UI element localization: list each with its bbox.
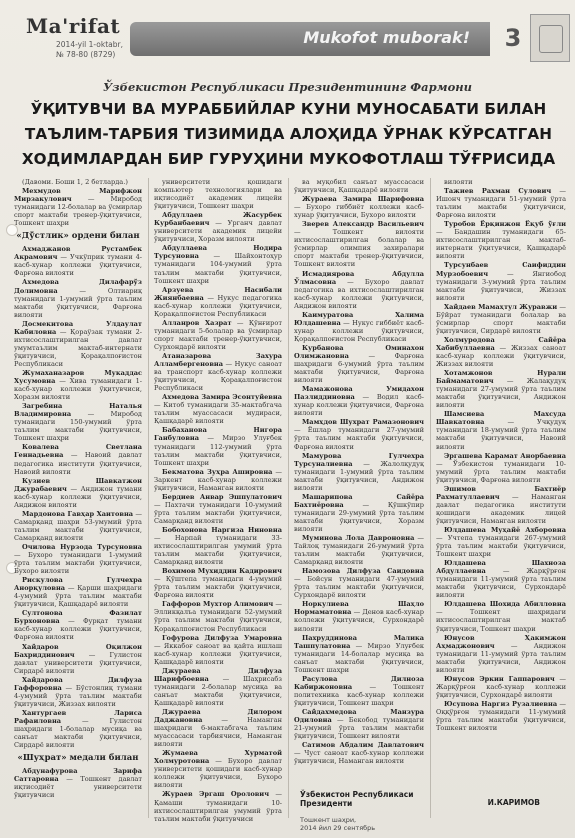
award-entry: Сатимов Абдалим Давлатович — Чуст саноат касб-хунар коллежи ўқитувчиси, Наманган вилояти bbox=[294, 741, 424, 766]
award-entry: Досмекитова Улдаулат Кабиловна — Қораўзак тумани 2-ихтисослаштирилган давлат умумтаълим мактаб-интернати ўқитувчиси, Қорақалпоғистон Республикаси bbox=[14, 319, 142, 368]
award-entry: Норкулиева Шаҳло Нормаматовна — Денов касб-хунар коллежи ўқитувчиси, Сурхондарё вилояти bbox=[294, 600, 424, 633]
recipient-name: Мехмудов Марифжон Мирзакулович bbox=[14, 187, 142, 204]
column-divider bbox=[148, 178, 149, 818]
recipient-name: Досмекитова Улдаулат Кабиловна bbox=[14, 319, 142, 336]
recipient-name: Бобохонова Наргиза Ниновна bbox=[162, 525, 282, 534]
award-entry: Гофурова Дилфуза Умаровна — Яккабоғ саноат ва қайта ишлаш касб-хунар коллежи ўқитувчиси, Қашқадарё вилояти bbox=[154, 633, 282, 666]
recipient-name: Жумаханазаров Мукаддас Хусумовна bbox=[14, 368, 142, 386]
award-entry: Бобохонова Наргиза Ниновна — Нарпай туманидаги 33-ихтисослаштирилган умумий ўрта таълим мактаби ўқитувчиси, Самарқанд вилояти bbox=[154, 525, 282, 567]
recipient-name: Мардонова Гавҳар Хаитовна bbox=[22, 509, 134, 518]
recipient-name: Атаназарова Захура Алламбергеновна bbox=[154, 351, 282, 369]
recipient-name: Турсунбаев Саифиддин Мурзобоевич bbox=[436, 261, 566, 278]
signature-place-date bbox=[300, 816, 375, 832]
recipient-name: Кузиев Шавкатжон Джурабаевич bbox=[14, 476, 142, 493]
column-divider bbox=[430, 178, 431, 818]
recipient-name: Ковалева Светлана Геннадьевна bbox=[14, 443, 142, 460]
award-entry: Мамажонова Умидахон Пазлиддиновна — Водил касб-хунар коллежи ўқитувчиси, Фарғона вилояти bbox=[294, 385, 424, 418]
award-section-heading: «Дўстлик» ордени билан bbox=[16, 231, 140, 242]
recipient-name: Мамажонова Умидахон Пазлиддиновна bbox=[294, 385, 424, 402]
award-entry: вилояти bbox=[444, 178, 473, 186]
recipient-name: Абдуллаев Жасурбек Курбанбаевич bbox=[154, 211, 282, 228]
award-entry: Холмуродова Сайёра Хабибуллаевна — Жиззах саноат касб-хунар коллежи ўқитувчиси, Жиззах вилояти bbox=[436, 335, 566, 369]
award-entry: Атаназарова Захура Алламбергеновна — Нукус саноат ва транспорт касб-хунар коллежи ўқитувчиси, Қорақалпоғистон Республикаси bbox=[154, 351, 282, 393]
award-entry: Мардонова Гавҳар Хаитовна — Самарқанд шаҳри 53-умумий ўрта таълим мактаби ўқитувчиси, Самарқанд вилояти bbox=[14, 509, 142, 542]
newspaper-logo bbox=[18, 10, 128, 66]
recipient-name: Эшимов Бахтиёр Рахматуллаевич bbox=[436, 484, 566, 501]
recipient-name: Юлдашева Муҳайё Ахборовна bbox=[444, 525, 566, 534]
award-entry: Жумаева Хурматой Холмуротовна — Бухоро давлат университети қошидаги касб-хунар коллежи ўқитувчиси, Бухоро вилояти bbox=[154, 749, 282, 790]
recipient-name: Очилова Нурзода Турсуновна bbox=[22, 542, 142, 551]
award-entry: Абдуллаев Жасурбек Курбанбаевич — Урганч давлат университети академик лицейи ўқитувчиси, Хоразм вилояти bbox=[154, 211, 282, 244]
award-entry: Арзуева Насибали Жиянбаевна — Нукус педагогика касб-хунар коллежи ўқитувчиси, Қорақалпоғистон Республикаси bbox=[154, 285, 282, 318]
banner-text: Mukofot muborak! bbox=[303, 28, 470, 47]
section-banner bbox=[130, 22, 490, 56]
award-entry: Жураев Эргаш Оролович — Қамаши туманидаги 10-ихтисослаштирилган умумий ўрта таълим мактаби ўқитувчиси bbox=[154, 790, 282, 823]
signatory-name: И.КАРИМОВ bbox=[487, 798, 540, 807]
recipient-name: Хантургаев Лариса Рафаиловна bbox=[14, 708, 142, 725]
issue-date: 2014-yil 1-oktabr, bbox=[56, 40, 123, 49]
award-entry: Пахруддинова Малика Ташпулатовна — Мирзо Улуғбек туманидаги 14-болалар мусиқа ва санъат мактаби ўқитувчиси, Тошкент шаҳри bbox=[294, 633, 424, 674]
award-entry: Джураева Дилфуза Шарифбоевна — Шаҳрисабз туманидаги 2-болалар мусиқа ва санъат мактаби ўқитувчиси, Қашқадарё вилояти bbox=[154, 666, 282, 707]
award-entry: Очилова Нурзода Турсуновна — Бухоро туманидаги 1-умумий ўрта таълим мактаби ўқитувчиси, Бухоро вилояти bbox=[14, 542, 142, 576]
recipient-name: Жураев Эргаш Оролович bbox=[162, 790, 270, 799]
recipient-name: Туробов Ёрқинжон Ёқуб ўғли bbox=[444, 220, 566, 229]
award-entry: Кузиев Шавкатжон Джурабаевич — Андижон тумани касб-хунар коллежи ўқитувчиси, Андижон вилояти bbox=[14, 476, 142, 509]
recipient-name: Юлдашева Шохида Абилловна bbox=[444, 600, 566, 609]
award-entry: Ахмаджанов Рустамбек Акрамович — Учкўприк тумани 4-касб-хунар коллежи ўқитувчиси, Фарғона вилояти bbox=[14, 245, 142, 278]
recipient-name: Тажиев Рахман Сулович bbox=[444, 187, 552, 196]
recipient-name: Алланров Хазрат bbox=[162, 318, 232, 327]
text-column-2 bbox=[154, 178, 282, 834]
recipient-name: Зверев Александр Васильевич bbox=[302, 220, 424, 229]
award-entry: Тажиев Рахман Сулович — Ишонч туманидаги 51-умумий ўрта таълим мактаби ўқитувчиси, Фарғона вилояти bbox=[436, 187, 566, 220]
award-entry: Хайдарова Дилфуза Гаффоровна — Бўстонлиқ тумани 4-умумий ўрта таълим мактаби ўқитувчиси, Жиззах вилояти bbox=[14, 675, 142, 708]
recipient-name: Намозова Дилфуза Саидовна bbox=[302, 567, 424, 576]
recipient-name: Хайдаров Оқилжон Бахриддинович bbox=[14, 642, 142, 659]
signature-place: Тошкент шаҳри, bbox=[300, 816, 357, 824]
award-entry: Вохимов Мухиддин Кадирович — Қўштепа туманидаги 4-умумий ўрта таълим мактаби ўқитувчиси, Фарғона вилояти bbox=[154, 567, 282, 600]
recipient-name: Гаффоров Мухтор Алимович bbox=[162, 600, 274, 609]
recipient-name: Жумаева Хурматой Холмуротовна bbox=[154, 749, 282, 766]
award-entry: ва муқобил санъат муассасаси ўқитувчиси, Қашқадарё вилояти bbox=[294, 178, 424, 195]
recipient-name: Машарипова Сайёра Бахтиёровна bbox=[294, 492, 424, 509]
award-entry: Ахмедова Замира Эсонтуйевна — Китоб туманидаги 35-мактабгача таълим муассасаси мудираси, Қашқадарё вилояти bbox=[154, 393, 282, 426]
recipient-name: Арзуева Насибали Жиянбаевна bbox=[154, 285, 282, 302]
recipient-name: Юлдашева Шахноза Абдуллаевна bbox=[436, 559, 566, 576]
recipient-name: Бабаханова Нигора Ганбуловна bbox=[154, 426, 282, 443]
award-entry: Жураева Замира Шарифовна — Бухоро гиббиёт коллежи касб-хунар ўқитувчиси, Бухоро вилояти bbox=[294, 195, 424, 220]
award-entry: Шамсиева Махсуда Шавкатовна — Учқудуқ туманидаги 18-умумий ўрта таълим мактаби ўқитувчиси, Навоий вилояти bbox=[436, 410, 566, 451]
recipient-name: Бекматова Зуҳра Ашировна bbox=[162, 467, 273, 476]
award-entry: Хантургаев Лариса Рафаиловна — Гулистон шаҳридаги 1-болалар мусиқа ва санъат мактаби ўқитувчиси, Сирдарё вилояти bbox=[14, 708, 142, 750]
recipient-name: Джураева Дилфуза Шарифбоевна bbox=[154, 666, 282, 683]
signature-block bbox=[300, 790, 550, 830]
award-entry: Загребина Наталья Владимировна — Миробод туманидаги 150-умумий ўрта таълим мактаби ўқитувчиси, Тошкент шаҳри bbox=[14, 402, 142, 443]
text-column-1 bbox=[14, 178, 142, 834]
decree-title: ЎҚИТУВЧИ ВА МУРАББИЙЛАР КУНИ МУНОСАБАТИ БИЛАН ТАЪЛИМ-ТАРБИЯ ТИЗИМИДА АЛОҲИДА ЎРНАК КЎРСАТГАН ХОДИМЛАРДАН БИР ГУРУҲИНИ МУКОФОТЛАШ ТЎҒРИСИДА bbox=[21, 100, 556, 168]
text-column-4 bbox=[436, 178, 566, 834]
award-entry: Хайдаров Оқилжон Бахриддинович — Гулистон давлат университети ўқитувчиси, Сирдарё вилояти bbox=[14, 642, 142, 675]
recipient-name: Мамҳдов Шухрат Рамазонович bbox=[302, 418, 424, 427]
award-entry: Эргашева Карамат Анорбаевна — Ўзбекистон туманидаги 10-умумий ўрта таълим мактаби ўқитувчиси, Фарғона вилояти bbox=[436, 451, 566, 484]
award-entry: Султонова Фазилат Бурхоновна — Фурқат тумани касб-хунар коллежи ўқитувчиси, Фарғона вилояти bbox=[14, 609, 142, 642]
recipient-name: Муминова Лола Давроновна bbox=[302, 534, 415, 543]
award-entry: Юсупова Наргиз Рузалиевна — Оққўрғон туманидаги 11-умумий ўрта таълим мактаби ўқитувчиси, Тошкент вилояти bbox=[436, 699, 566, 733]
column-divider bbox=[288, 178, 289, 818]
recipient-name: Эргашева Карамат Анорбаевна bbox=[444, 451, 566, 460]
recipient-name: Юнусов Ҳакимжон Аҳмаджонович bbox=[436, 633, 566, 650]
recipient-name: Джураева Дилором Даджановна bbox=[154, 708, 282, 725]
award-section-heading: «Шуҳрат» медали билан bbox=[17, 753, 139, 764]
award-entry: Каимуратова Халима Юлдашевна — Нукус гиббиёт касб-хунар коллежи ўқитувчиси, Қорақалпоғистон Республикаси bbox=[294, 310, 424, 343]
recipient-name: Хайдарова Дилфуза Гаффоровна bbox=[14, 675, 142, 692]
signature-date: 2014 йил 29 сентябрь bbox=[300, 824, 376, 832]
recipient-name: Султонова Фазилат Бурхоновна bbox=[14, 609, 142, 626]
text-column-3 bbox=[294, 178, 424, 834]
award-entry: Юлдашева Шохида Абилловна — Тошкент шаҳридаги ихтисослаштирилган мактаб ўқитувчиси, Тошкент шаҳри bbox=[436, 600, 566, 633]
award-entry: Курбанова Оминахон Олимжановна — Фарғона шаҳридаги 6-умумий ўрта таълим мактаби ўқитувчиси, Фарғона вилояти bbox=[294, 343, 424, 385]
signatory-title: Ўзбекистон Республикаси Президенти bbox=[300, 790, 414, 808]
award-entry: Юнусов Эркин Гаппарович — Жарқўрғон касб-хунар коллежи ўқитувчиси, Сурхондарё вилояти bbox=[436, 674, 566, 699]
recipient-name: Жураева Замира Шарифовна bbox=[302, 195, 424, 204]
award-entry: Юнусов Ҳакимжон Аҳмаджонович — Андижон туманидаги 11-умумий ўрта таълим мактаби ўқитувчиси, Андижон вилояти bbox=[436, 633, 566, 674]
award-entry: Рискулова Гулчехра Анорқуловна — Қарши шаҳридаги 4-умумий ўрта таълим мактаби ўқитувчиси, Қашқадарё вилояти bbox=[14, 576, 142, 609]
recipient-name: Абдунафурова Зарифа Саттаровна bbox=[14, 767, 142, 784]
award-entry: Гаффоров Мухтор Алимович — Элликқалъа туманидаги 52-умумий ўрта таълим мактаби ўқитувчиси, Қорақалпоғистон Республикаси bbox=[154, 600, 282, 633]
recipient-name: Юсупова Наргиз Рузалиевна bbox=[444, 699, 558, 708]
issue-number: № 78-80 (8729) bbox=[56, 50, 116, 59]
award-entry: Машарипова Сайёра Бахтиёровна — Қўшкўпир туманидаги 29-умумий ўрта таълим мактаби ўқитувчиси, Хоразм вилояти bbox=[294, 492, 424, 533]
award-entry: Зверев Александр Васильевич — Тошкент вилояти ихтисослаштирилган болалар ва ўсмирлар олимпия захиралари спорт мактаби тренер-ўқитувчиси, Тошкент вилояти bbox=[294, 220, 424, 269]
recipient-name: Ахмаджанов Рустамбек Акрамович bbox=[14, 245, 142, 262]
recipient-name: Пахруддинова Малика Ташпулатовна bbox=[294, 633, 424, 650]
award-entry: Сайдахмедова Манзура Одиловна — Бекобод туманидаги 21-умумий ўрта таълим мактаби ўқитувчиси, Тошкент вилояти bbox=[294, 708, 424, 741]
recipient-name: Шамсиева Махсуда Шавкатовна bbox=[436, 410, 566, 427]
recipient-name: Норкулиева Шаҳло Нормаматовна bbox=[294, 600, 424, 617]
award-entry: Ахмедова Дилафарўз Долимовна — Олтиариқ туманидаги 1-умумий ўрта таълим мактаби ўқитувчиси, Фарғона вилояти bbox=[14, 278, 142, 319]
award-entry: Расулова Дилноза Кабиржоновна — Тошкент политехника касб-хунар коллежи ўқитувчиси, Тошкент шаҳри bbox=[294, 674, 424, 707]
award-entry: Мамурова Гулчехра Турсуналиевна — Жалолқудуқ туманидаги 1-умумий ўрта таълим мактаби ўқитувчиси, Андижон вилояти bbox=[294, 451, 424, 492]
recipient-name: Абдуллаева Нодира Турсуновна bbox=[154, 244, 282, 261]
award-entry: Юлдашева Шахноза Абдуллаевна — Жарқўрғон туманидаги 11-умумий ўрта таълим мактаби ўқитувчиси, Сурхондарё вилояти bbox=[436, 559, 566, 600]
award-entry: Муминова Лола Давроновна — Тайлоқ туманидаги 26-умумий ўрта таълим мактаби ўқитувчиси, Самарқанд вилояти bbox=[294, 534, 424, 567]
recipient-name: Загребина Наталья Владимировна bbox=[14, 402, 142, 419]
award-entry: Турсунбаев Саифиддин Мурзобоевич — Янгиобод туманидаги 3-умумий ўрта таълим мактаби ўқитувчиси, Жиззах вилояти bbox=[436, 261, 566, 302]
recipient-name: Холмуродова Сайёра Хабибуллаевна bbox=[436, 335, 566, 352]
award-entry: Хотамжонов Нурали Баймаматович — Жалақудуқ туманидаги 27-умумий ўрта таълим мактаби ўқитувчиси, Андижон вилояти bbox=[436, 369, 566, 410]
award-entry: Хайдаев Мамаҳтул Журавжи — Бўйрат туманидаги болалар ва ўсмирлар спорт мактаби ўқитувчиси, Сирдарё вилояти bbox=[436, 302, 566, 335]
recipient-name: Ахмедова Дилафарўз Долимовна bbox=[14, 278, 142, 295]
decree-issuer: Ўзбекистон Республикаси Президентининг Фармони bbox=[102, 80, 473, 94]
recipient-name: Хотамжонов Нурали Баймаматович bbox=[436, 369, 566, 386]
recipient-name: Вохимов Мухиддин Кадирович bbox=[162, 567, 282, 576]
recipient-name: Каимуратова Халима Юлдашевна bbox=[294, 310, 424, 327]
award-entry: Юлдашева Муҳайё Ахборовна — Учтепа туманидаги 267-умумий ўрта таълим мактаби ўқитувчиси, Тошкент шаҳри bbox=[436, 525, 566, 559]
award-entry: Алланров Хазрат — Қўнғирот туманидаги 5-болалар ва ўсмирлар спорт мактаби тренер-ўқитувчиси, Сурхондарё вилояти bbox=[154, 318, 282, 351]
recipient-name: Сатимов Абдалим Давлатович bbox=[302, 741, 424, 750]
recipient-name: Бердиев Анвар Эшпулатович bbox=[162, 492, 282, 501]
article-columns bbox=[14, 178, 566, 834]
award-entry: Мамҳдов Шухрат Рамазонович — Ёшлар туманидаги 27-умумий ўрта таълим мактаби ўқитувчиси, Фарғона вилояти bbox=[294, 418, 424, 451]
recipient-name: Хайдаев Мамаҳтул Журавжи bbox=[444, 302, 558, 311]
logo-title: Ma'rifat bbox=[26, 14, 121, 38]
award-entry: университети қошидаги компьютер технологиялари ва иқтисодиёт академик лицейи ўқитувчиси, Тошкент шаҳри bbox=[154, 178, 282, 211]
recipient-name: Рискулова Гулчехра Анорқуловна bbox=[14, 576, 142, 593]
award-entry: Абдуллаева Нодира Турсуновна — Шайхонтоҳур туманидаги 104-умумий ўрта таълим мактаби ўқитувчиси, Тошкент шаҳри bbox=[154, 244, 282, 285]
recipient-name: Юнусов Эркин Гаппарович bbox=[444, 674, 555, 683]
recipient-name: Исмадиярова Абдулла Ўлмасовна bbox=[294, 269, 424, 286]
award-entry: (Давоми. Боши 1, 2 бетларда.) bbox=[22, 178, 128, 186]
award-entry: Жумаханазаров Мукаддас Хусумовна — Хива туманидаги 1-касб-хунар коллежи ўқитувчиси, Хоразм вилояти bbox=[14, 368, 142, 402]
award-entry: Эшимов Бахтиёр Рахматуллаевич — Наманган давлат педагогика институти қошидаги академик лицей ўқитувчиси, Наманган вилояти bbox=[436, 484, 566, 525]
award-entry: Намозова Дилфуза Саидовна — Бойсун туманидаги 47-умумий ўрта таълим мактаби ўқитувчиси, Сурхондарё вилояти bbox=[294, 567, 424, 600]
award-entry: Мехмудов Марифжон Мирзакулович — Миробод туманидаги 12-болалар ва ўсмирлар спорт мактаби тренер-ўқитувчиси, Тошкент шаҳри bbox=[14, 187, 142, 228]
award-entry: Бекматова Зуҳра Ашировна — Заркент касб-хунар коллежи ўқитувчиси, Наманган вилояти bbox=[154, 467, 282, 492]
award-entry: Туробов Ёрқинжон Ёқуб ўғли — Бандашин туманидаги 65-ихтисослаштирилган мактаб-интернати ўқитувчиси, Қашқадарё вилояти bbox=[436, 220, 566, 261]
masthead bbox=[18, 10, 568, 68]
recipient-name: Мамурова Гулчехра Турсуналиевна bbox=[294, 451, 424, 468]
award-entry: Бердиев Анвар Эшпулатович — Пахтачи туманидаги 10-умумий ўрта таълим мактаби ўқитувчиси, Самарқанд вилояти bbox=[154, 492, 282, 525]
award-entry: Абдунафурова Зарифа Саттаровна — Тошкент давлат иқтисодиёт университети ўқитувчиси bbox=[14, 767, 142, 800]
award-entry: Ковалева Светлана Геннадьевна — Навоий давлат педагогика институти ўқитувчиси, Навоий вилояти bbox=[14, 443, 142, 476]
page-number: 3 bbox=[504, 24, 522, 52]
emblem-icon bbox=[530, 14, 570, 62]
recipient-name: Расулова Дилноза Кабиржоновна bbox=[294, 674, 424, 691]
award-entry: Джураева Дилором Даджановна — Наманган шаҳридаги 6-мактабгача таълим муассасаси тарбиячиси, Наманган вилояти bbox=[154, 708, 282, 749]
award-entry: Бабаханова Нигора Ганбуловна — Мирзо Улуғбек туманидаги 112-умумий ўрта таълим мактаби ўқитувчиси, Тошкент шаҳри bbox=[154, 426, 282, 467]
award-entry: Исмадиярова Абдулла Ўлмасовна — Бухоро давлат педагогика ва ихтисослаштирилган касб-хунар коллежи ўқитувчиси, Андижон вилояти bbox=[294, 269, 424, 310]
recipient-name: Ахмедова Замира Эсонтуйевна bbox=[162, 393, 282, 402]
recipient-name: Гофурова Дилфуза Умаровна bbox=[162, 633, 282, 642]
recipient-name: Сайдахмедова Манзура Одиловна bbox=[294, 708, 424, 725]
recipient-name: Курбанова Оминахон Олимжановна bbox=[294, 343, 424, 360]
